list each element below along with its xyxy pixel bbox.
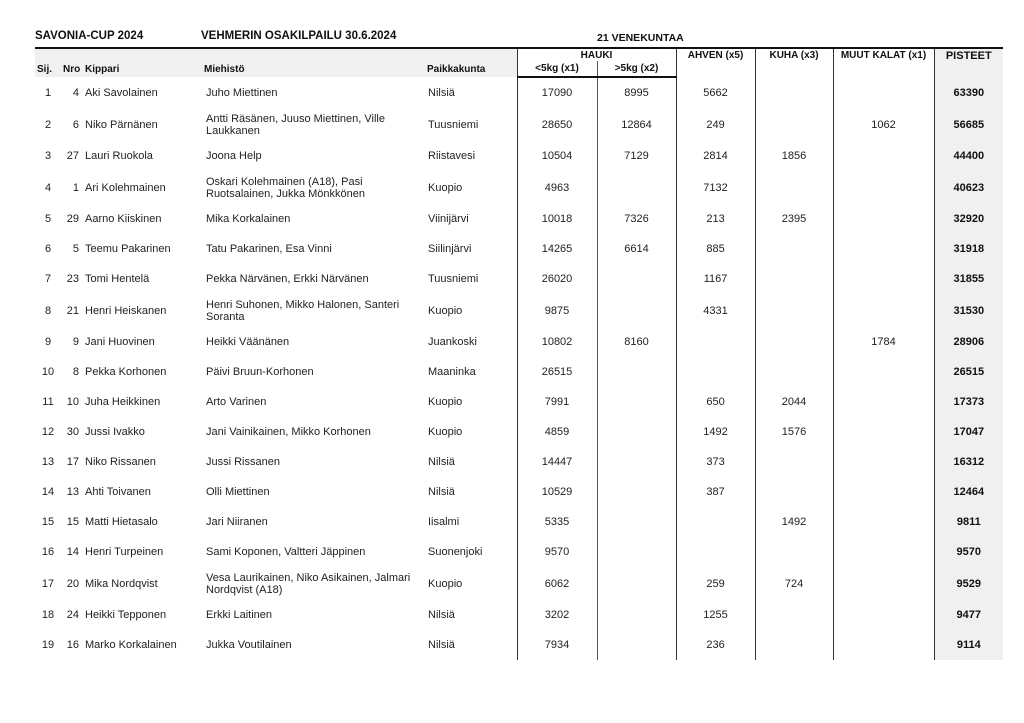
perch: 1167 bbox=[676, 264, 755, 294]
pike-over-5kg: 6614 bbox=[597, 234, 676, 264]
boat-number: 15 bbox=[66, 516, 79, 528]
skipper: Ari Kolehmainen bbox=[85, 181, 166, 194]
pike-under-5kg: 3202 bbox=[517, 600, 597, 630]
boat-number: 24 bbox=[66, 609, 79, 621]
rank: 5 bbox=[44, 213, 52, 225]
total-points: 31855 bbox=[934, 264, 1003, 294]
rank: 15 bbox=[41, 516, 55, 528]
table-row bbox=[35, 264, 1003, 294]
header-pisteet: PISTEET bbox=[934, 48, 1003, 77]
hometown: Maaninka bbox=[428, 366, 476, 378]
perch: 7132 bbox=[676, 171, 755, 204]
total-points: 17047 bbox=[934, 417, 1003, 447]
results-table bbox=[35, 47, 1003, 660]
event-title: VEHMERIN OSAKILPAILU 30.6.2024 bbox=[201, 30, 397, 42]
skipper: Teemu Pakarinen bbox=[85, 243, 171, 255]
hometown: Nilsiä bbox=[428, 486, 455, 498]
crew: Vesa Laurikainen, Niko Asikainen, Jalmari Nordqvist (A18) bbox=[206, 571, 411, 596]
hometown: Riistavesi bbox=[428, 150, 476, 162]
header-sij: Sij. bbox=[35, 48, 61, 77]
other-fish bbox=[833, 141, 934, 171]
hometown: Kuopio bbox=[428, 396, 463, 408]
rank: 3 bbox=[44, 150, 52, 162]
zander: 1856 bbox=[755, 141, 833, 171]
skipper: Matti Hietasalo bbox=[85, 516, 158, 528]
hometown: Suonenjoki bbox=[428, 546, 483, 558]
crew: Jukka Voutilainen bbox=[206, 639, 292, 651]
pike-under-5kg: 10802 bbox=[517, 327, 597, 357]
perch: 387 bbox=[676, 477, 755, 507]
hometown: Siilinjärvi bbox=[428, 243, 472, 255]
table-row bbox=[35, 171, 1003, 204]
total-points: 32920 bbox=[934, 204, 1003, 234]
table-row bbox=[35, 108, 1003, 141]
pike-over-5kg bbox=[597, 507, 676, 537]
pike-over-5kg: 12864 bbox=[597, 108, 676, 141]
crew: Heikki Väänänen bbox=[206, 336, 290, 348]
other-fish bbox=[833, 537, 934, 567]
boat-count: 21 VENEKUNTAA bbox=[597, 32, 684, 44]
table-row bbox=[35, 357, 1003, 387]
crew: Jari Niiranen bbox=[206, 516, 268, 528]
zander bbox=[755, 108, 833, 141]
hometown: Tuusniemi bbox=[428, 273, 479, 285]
boat-number: 1 bbox=[72, 181, 79, 194]
crew: Tatu Pakarinen, Esa Vinni bbox=[206, 243, 332, 255]
zander bbox=[755, 357, 833, 387]
rank: 13 bbox=[41, 456, 55, 468]
pike-over-5kg bbox=[597, 387, 676, 417]
total-points: 9811 bbox=[934, 507, 1003, 537]
total-points: 56685 bbox=[934, 108, 1003, 141]
perch bbox=[676, 327, 755, 357]
rank: 6 bbox=[44, 243, 52, 255]
zander: 2395 bbox=[755, 204, 833, 234]
total-points: 9477 bbox=[934, 600, 1003, 630]
perch: 1255 bbox=[676, 600, 755, 630]
zander bbox=[755, 537, 833, 567]
pike-under-5kg: 9875 bbox=[517, 294, 597, 327]
total-points: 28906 bbox=[934, 327, 1003, 357]
perch: 5662 bbox=[676, 77, 755, 108]
hometown: Nilsiä bbox=[428, 86, 455, 99]
boat-number: 9 bbox=[72, 336, 79, 348]
perch bbox=[676, 507, 755, 537]
skipper: Mika Nordqvist bbox=[85, 577, 158, 590]
pike-over-5kg bbox=[597, 264, 676, 294]
rank: 11 bbox=[42, 396, 54, 408]
pike-over-5kg bbox=[597, 294, 676, 327]
total-points: 31530 bbox=[934, 294, 1003, 327]
boat-number: 8 bbox=[72, 366, 79, 378]
boat-number: 10 bbox=[66, 396, 79, 408]
rank: 12 bbox=[41, 426, 55, 438]
total-points: 26515 bbox=[934, 357, 1003, 387]
pike-under-5kg: 17090 bbox=[517, 77, 597, 108]
zander: 2044 bbox=[755, 387, 833, 417]
other-fish bbox=[833, 477, 934, 507]
skipper: Tomi Hentelä bbox=[85, 273, 150, 285]
crew: Oskari Kolehmainen (A18), Pasi Ruotsalainen, Jukka Mönkkönen bbox=[206, 175, 365, 200]
other-fish bbox=[833, 387, 934, 417]
perch: 2814 bbox=[676, 141, 755, 171]
other-fish bbox=[833, 294, 934, 327]
zander bbox=[755, 600, 833, 630]
boat-number: 30 bbox=[66, 426, 79, 438]
table-row bbox=[35, 447, 1003, 477]
document-title-row bbox=[35, 30, 1003, 46]
header-kippari: Kippari bbox=[83, 48, 202, 77]
pike-over-5kg bbox=[597, 630, 676, 660]
pike-over-5kg: 8995 bbox=[597, 77, 676, 108]
other-fish: 1062 bbox=[833, 108, 934, 141]
hometown: Juankoski bbox=[428, 336, 477, 348]
other-fish bbox=[833, 507, 934, 537]
table-body bbox=[35, 77, 1003, 660]
table-row bbox=[35, 327, 1003, 357]
other-fish bbox=[833, 630, 934, 660]
perch: 259 bbox=[676, 567, 755, 600]
other-fish bbox=[833, 417, 934, 447]
crew: Päivi Bruun-Korhonen bbox=[206, 366, 314, 378]
perch: 4331 bbox=[676, 294, 755, 327]
table-row bbox=[35, 567, 1003, 600]
rank: 7 bbox=[44, 273, 52, 285]
table-row bbox=[35, 537, 1003, 567]
perch bbox=[676, 357, 755, 387]
pike-over-5kg bbox=[597, 171, 676, 204]
perch bbox=[676, 537, 755, 567]
total-points: 31918 bbox=[934, 234, 1003, 264]
pike-over-5kg bbox=[597, 357, 676, 387]
pike-over-5kg bbox=[597, 537, 676, 567]
total-points: 12464 bbox=[934, 477, 1003, 507]
hometown: Kuopio bbox=[428, 426, 463, 438]
pike-under-5kg: 5335 bbox=[517, 507, 597, 537]
zander bbox=[755, 477, 833, 507]
zander bbox=[755, 327, 833, 357]
pike-over-5kg bbox=[597, 600, 676, 630]
boat-number: 29 bbox=[66, 213, 79, 225]
other-fish bbox=[833, 171, 934, 204]
hometown: Iisalmi bbox=[428, 516, 460, 528]
pike-under-5kg: 26515 bbox=[517, 357, 597, 387]
table-row bbox=[35, 141, 1003, 171]
zander bbox=[755, 294, 833, 327]
skipper: Niko Rissanen bbox=[85, 456, 156, 468]
boat-number: 20 bbox=[66, 577, 79, 590]
pike-under-5kg: 4859 bbox=[517, 417, 597, 447]
rank: 9 bbox=[44, 336, 52, 348]
pike-under-5kg: 7991 bbox=[517, 387, 597, 417]
crew: Antti Räsänen, Juuso Miettinen, Ville Laukkanen bbox=[206, 112, 385, 137]
zander: 1492 bbox=[755, 507, 833, 537]
table-header bbox=[35, 48, 1003, 77]
pike-under-5kg: 26020 bbox=[517, 264, 597, 294]
table-row bbox=[35, 507, 1003, 537]
total-points: 9529 bbox=[934, 567, 1003, 600]
pike-under-5kg: 28650 bbox=[517, 108, 597, 141]
skipper: Marko Korkalainen bbox=[85, 639, 177, 651]
rank: 14 bbox=[41, 486, 55, 498]
boat-number: 21 bbox=[66, 304, 79, 317]
crew: Joona Help bbox=[206, 150, 262, 162]
other-fish bbox=[833, 357, 934, 387]
total-points: 17373 bbox=[934, 387, 1003, 417]
total-points: 40623 bbox=[934, 171, 1003, 204]
pike-under-5kg: 4963 bbox=[517, 171, 597, 204]
zander bbox=[755, 171, 833, 204]
table-row bbox=[35, 417, 1003, 447]
skipper: Henri Heiskanen bbox=[85, 304, 167, 317]
pike-under-5kg: 10529 bbox=[517, 477, 597, 507]
hometown: Kuopio bbox=[428, 181, 463, 194]
other-fish bbox=[833, 77, 934, 108]
pike-over-5kg: 8160 bbox=[597, 327, 676, 357]
header-muut-kalat: MUUT KALAT (x1) bbox=[833, 48, 934, 77]
hometown: Nilsiä bbox=[428, 639, 455, 651]
other-fish bbox=[833, 234, 934, 264]
hometown: Tuusniemi bbox=[428, 118, 479, 131]
pike-over-5kg: 7129 bbox=[597, 141, 676, 171]
rank: 1 bbox=[44, 86, 52, 99]
pike-under-5kg: 10018 bbox=[517, 204, 597, 234]
crew: Jani Vainikainen, Mikko Korhonen bbox=[206, 426, 371, 438]
crew: Juho Miettinen bbox=[206, 86, 278, 99]
pike-under-5kg: 10504 bbox=[517, 141, 597, 171]
crew: Erkki Laitinen bbox=[206, 609, 273, 621]
header-miehisto: Miehistö bbox=[202, 48, 425, 77]
rank: 4 bbox=[44, 181, 52, 194]
zander: 1576 bbox=[755, 417, 833, 447]
crew: Mika Korkalainen bbox=[206, 213, 291, 225]
skipper: Heikki Tepponen bbox=[85, 609, 167, 621]
table-row bbox=[35, 234, 1003, 264]
table-row bbox=[35, 477, 1003, 507]
table-row bbox=[35, 630, 1003, 660]
crew: Jussi Rissanen bbox=[206, 456, 280, 468]
pike-over-5kg: 7326 bbox=[597, 204, 676, 234]
table-row bbox=[35, 77, 1003, 108]
crew: Pekka Närvänen, Erkki Närvänen bbox=[206, 273, 369, 285]
zander bbox=[755, 264, 833, 294]
other-fish bbox=[833, 567, 934, 600]
table-row bbox=[35, 387, 1003, 417]
other-fish: 1784 bbox=[833, 327, 934, 357]
crew: Sami Koponen, Valtteri Jäppinen bbox=[206, 546, 366, 558]
table-row bbox=[35, 600, 1003, 630]
perch: 650 bbox=[676, 387, 755, 417]
skipper: Niko Pärnänen bbox=[85, 118, 158, 131]
rank: 17 bbox=[41, 577, 55, 590]
hometown: Kuopio bbox=[428, 304, 463, 317]
pike-under-5kg: 14265 bbox=[517, 234, 597, 264]
rank: 10 bbox=[41, 366, 55, 378]
zander bbox=[755, 77, 833, 108]
other-fish bbox=[833, 600, 934, 630]
hometown: Kuopio bbox=[428, 577, 463, 590]
perch: 885 bbox=[676, 234, 755, 264]
pike-under-5kg: 6062 bbox=[517, 567, 597, 600]
total-points: 63390 bbox=[934, 77, 1003, 108]
perch: 236 bbox=[676, 630, 755, 660]
boat-number: 17 bbox=[66, 456, 79, 468]
pike-over-5kg bbox=[597, 417, 676, 447]
hometown: Viinijärvi bbox=[428, 213, 469, 225]
other-fish bbox=[833, 204, 934, 234]
table-row bbox=[35, 204, 1003, 234]
pike-under-5kg: 9570 bbox=[517, 537, 597, 567]
skipper: Aarno Kiiskinen bbox=[85, 213, 162, 225]
rank: 19 bbox=[41, 639, 55, 651]
perch: 249 bbox=[676, 108, 755, 141]
header-hauki: HAUKI bbox=[517, 48, 676, 61]
zander: 724 bbox=[755, 567, 833, 600]
crew: Henri Suhonen, Mikko Halonen, Santeri Soranta bbox=[206, 298, 400, 323]
header-paikkakunta: Paikkakunta bbox=[425, 48, 517, 77]
zander bbox=[755, 234, 833, 264]
zander bbox=[755, 630, 833, 660]
skipper: Henri Turpeinen bbox=[85, 546, 164, 558]
boat-number: 4 bbox=[72, 86, 79, 99]
total-points: 9114 bbox=[934, 630, 1003, 660]
crew: Olli Miettinen bbox=[206, 486, 270, 498]
header-nro: Nro bbox=[61, 48, 83, 77]
zander bbox=[755, 447, 833, 477]
skipper: Ahti Toivanen bbox=[85, 486, 151, 498]
boat-number: 5 bbox=[72, 243, 79, 255]
skipper: Pekka Korhonen bbox=[85, 366, 167, 378]
pike-over-5kg bbox=[597, 477, 676, 507]
other-fish bbox=[833, 264, 934, 294]
boat-number: 14 bbox=[66, 546, 79, 558]
skipper: Juha Heikkinen bbox=[85, 396, 161, 408]
skipper: Jussi Ivakko bbox=[85, 426, 145, 438]
perch: 1492 bbox=[676, 417, 755, 447]
perch: 373 bbox=[676, 447, 755, 477]
total-points: 44400 bbox=[934, 141, 1003, 171]
pike-under-5kg: 7934 bbox=[517, 630, 597, 660]
rank: 2 bbox=[44, 118, 52, 131]
pike-over-5kg bbox=[597, 447, 676, 477]
boat-number: 27 bbox=[66, 150, 79, 162]
header-hauki-small: <5kg (x1) bbox=[517, 61, 597, 77]
table-row bbox=[35, 294, 1003, 327]
rank: 16 bbox=[41, 546, 55, 558]
skipper: Aki Savolainen bbox=[85, 86, 158, 99]
rank: 18 bbox=[41, 609, 55, 621]
rank: 8 bbox=[44, 304, 52, 317]
perch: 213 bbox=[676, 204, 755, 234]
boat-number: 6 bbox=[72, 118, 79, 131]
hometown: Nilsiä bbox=[428, 609, 455, 621]
pike-under-5kg: 14447 bbox=[517, 447, 597, 477]
header-ahven: AHVEN (x5) bbox=[676, 48, 755, 77]
total-points: 9570 bbox=[934, 537, 1003, 567]
crew: Arto Varinen bbox=[206, 396, 267, 408]
boat-number: 23 bbox=[66, 273, 79, 285]
skipper: Lauri Ruokola bbox=[85, 150, 153, 162]
pike-over-5kg bbox=[597, 567, 676, 600]
header-kuha: KUHA (x3) bbox=[755, 48, 833, 77]
other-fish bbox=[833, 447, 934, 477]
boat-number: 16 bbox=[66, 639, 79, 651]
series-title: SAVONIA-CUP 2024 bbox=[35, 30, 144, 42]
skipper: Jani Huovinen bbox=[85, 336, 155, 348]
boat-number: 13 bbox=[66, 486, 79, 498]
header-hauki-large: >5kg (x2) bbox=[597, 61, 676, 77]
hometown: Nilsiä bbox=[428, 456, 455, 468]
total-points: 16312 bbox=[934, 447, 1003, 477]
